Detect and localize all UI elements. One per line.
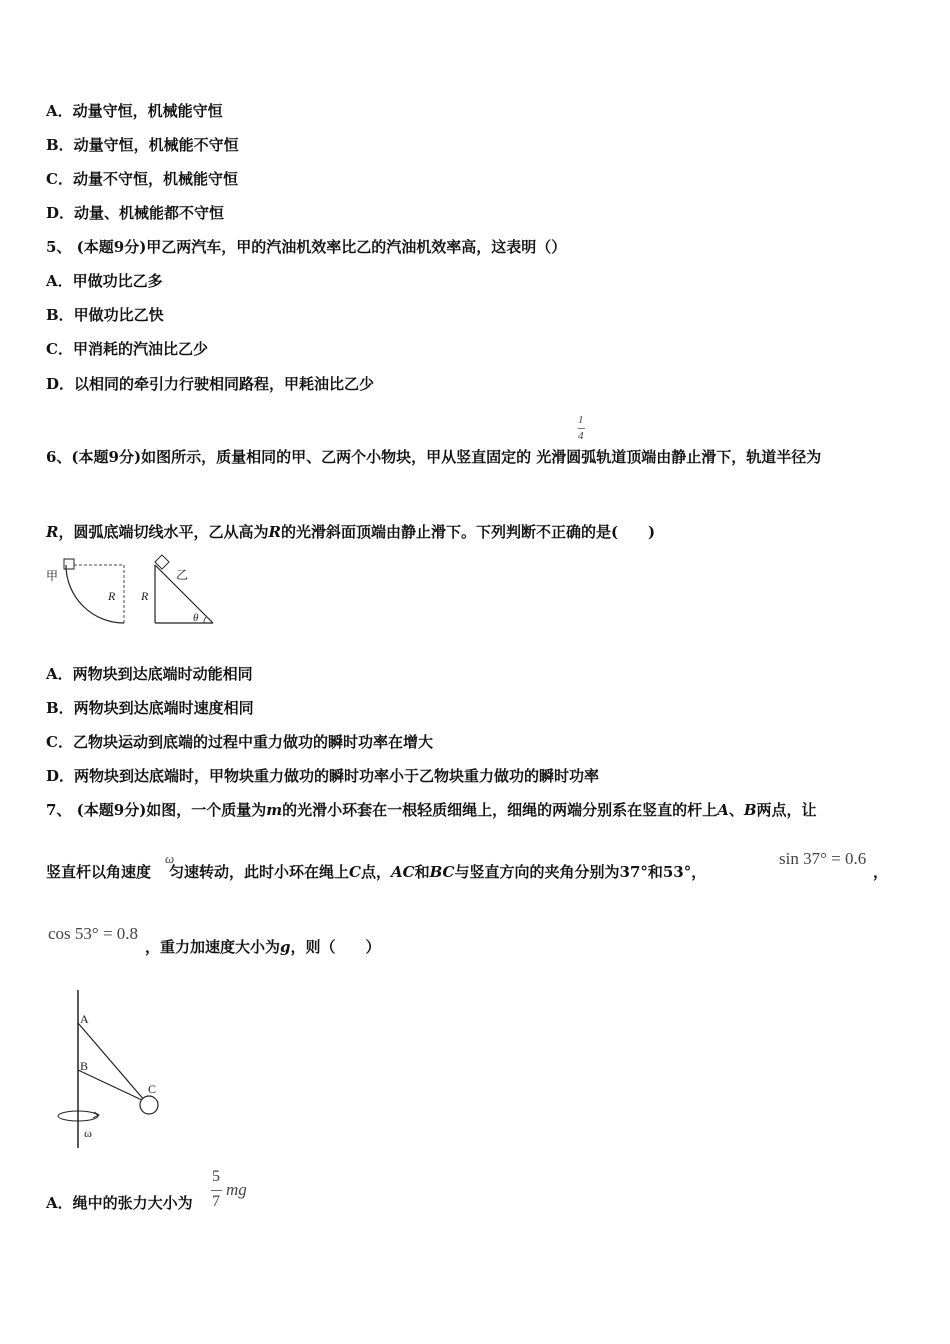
q7-option-a-mg: mg xyxy=(226,1180,247,1199)
q4-option-b: B．动量守恒，机械能不守恒 xyxy=(46,136,239,154)
q6-option-b: B．两物块到达底端时速度相同 xyxy=(46,699,254,717)
q6-stem-line1: 6、(本题9分)如图所示，质量相同的甲、乙两个小物块，甲从竖直固定的 光滑圆弧轨道顶端由静止滑下，轨道半径为 xyxy=(46,448,822,466)
q7-rope-ac xyxy=(78,1023,145,1101)
q4-option-d: D．动量、机械能都不守恒 xyxy=(46,204,225,222)
q6-option-a: A．两物块到达底端时动能相同 xyxy=(46,665,253,683)
q5-option-a: A．甲做功比乙多 xyxy=(46,272,163,290)
q7-label-omega: ω xyxy=(84,1126,92,1140)
q6-stem-line2: R，圆弧底端切线水平，乙从高为R的光滑斜面顶端由静止滑下。下列判断不正确的是( ) xyxy=(46,523,656,541)
q7-sin-expression: sin 37° = 0.6 xyxy=(779,849,867,868)
q7-label-C: C xyxy=(148,1082,157,1096)
q6-fraction-denominator: 4 xyxy=(578,430,584,442)
q6-figure xyxy=(40,555,230,630)
q7-option-a-numerator: 5 xyxy=(212,1168,220,1185)
q7-stem-line3: ，重力加速度大小为g，则（ ） xyxy=(145,938,381,956)
q7-option-a-fraction-bar xyxy=(211,1190,222,1191)
q6-label-R2: R xyxy=(141,589,149,603)
q6-label-theta: θ xyxy=(193,612,199,624)
q6-label-R1: R xyxy=(108,589,116,603)
q6-option-c: C．乙物块运动到底端的过程中重力做功的瞬时功率在增大 xyxy=(46,733,433,751)
q7-ring xyxy=(140,1096,158,1114)
q7-label-A: A xyxy=(80,1012,89,1026)
q6-fraction-numerator: 1 xyxy=(578,414,584,426)
q6-label-yi: 乙 xyxy=(176,568,189,582)
q7-option-a-denominator: 7 xyxy=(212,1193,220,1210)
q5-option-b: B．甲做功比乙快 xyxy=(46,306,164,324)
q5-stem: 5、 (本题9分)甲乙两汽车，甲的汽油机效率比乙的汽油机效率高，这表明（） xyxy=(46,238,567,256)
q7-stem-line2: 竖直杆以角速度 匀速转动，此时小环在绳上C点，AC和BC与竖直方向的夹角分别为37°和53°， xyxy=(46,863,707,881)
q6-label-jia: 甲 xyxy=(46,569,59,583)
q7-figure xyxy=(50,988,170,1153)
q6-angle-arc xyxy=(204,617,206,623)
q5-option-d: D．以相同的牵引力行驶相同路程，甲耗油比乙少 xyxy=(46,375,375,393)
q7-label-B: B xyxy=(80,1059,89,1073)
q7-rope-bc xyxy=(78,1070,144,1101)
q7-comma: ， xyxy=(873,863,889,881)
q6-fraction-bar xyxy=(578,428,585,429)
q5-option-c: C．甲消耗的汽油比乙少 xyxy=(46,340,208,358)
q7-cos-expression: cos 53° = 0.8 xyxy=(48,924,139,943)
q7-stem-line1: 7、 (本题9分)如图，一个质量为m的光滑小环套在一根轻质细绳上，细绳的两端分别系在竖直的杆上A、B两点，让 xyxy=(46,801,817,819)
q4-option-a: A．动量守恒，机械能守恒 xyxy=(46,102,223,120)
q7-omega-symbol: ω xyxy=(165,851,175,866)
q7-option-a-text: A．绳中的张力大小为 xyxy=(46,1194,193,1212)
q4-option-c: C．动量不守恒，机械能守恒 xyxy=(46,170,238,188)
q6-option-d: D．两物块到达底端时，甲物块重力做功的瞬时功率小于乙物块重力做功的瞬时功率 xyxy=(46,767,600,785)
